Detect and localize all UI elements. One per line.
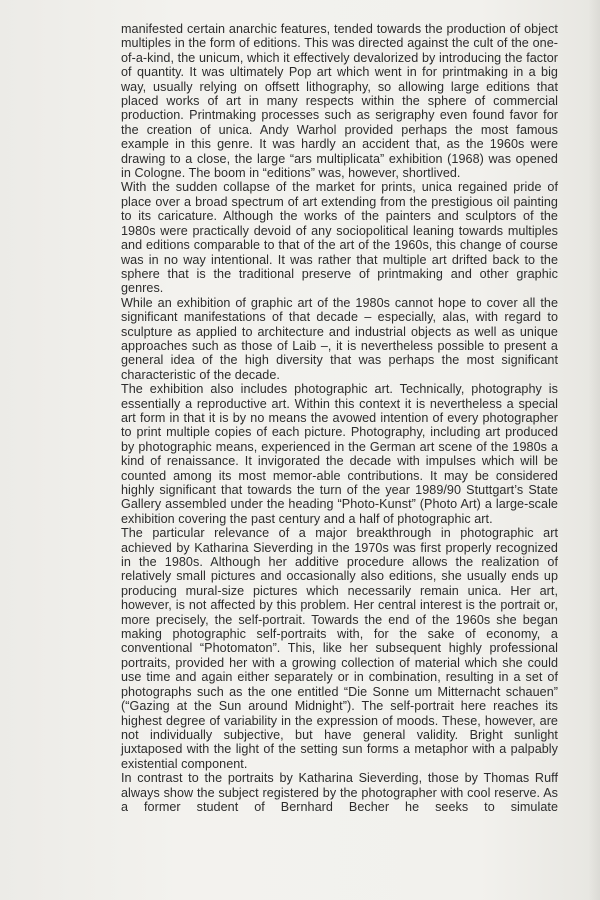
paragraph-katharina-sieverding: The particular relevance of a major breakthrough in photographic art achieved by Katharina Sieverding in the 1970s was first properly recognized in the 1980s. Although her additive procedure allows the realization of relatively small pictures and occasionally also editions, she usually ends up producing mural-size pictures which necessarily remain unica. Her art, however, is not affected by this problem. Her central interest is the portrait or, more precisely, the self-portrait. Towards the end of the 1960s she began making photographic self-portraits with, for the sake of economy, a conventional “Photomaton”. This, like her subsequent highly professional portraits, provided her with a growing collection of material which she could use time and again either separately or in combination, resulting in a set of photographs such as the one entitled “Die Sonne um Mitternacht schauen” (“Gazing at the Sun around Midnight”). The self-portrait here reaches its highest degree of variability in the expression of moods. These, however, are not individually subjective, but have general validity. Bright sunlight juxtaposed with the light of the setting sun forms a metaphor with a palpably existential component. bbox=[121, 526, 558, 771]
paragraph-photographic-art: The exhibition also includes photographic art. Technically, photography is essentially a reproductive art. Within this context it is nevertheless a special art form in that it is by no means the avowed intention of every photographer to print multiple copies of each picture. Photography, including art produced by photographic means, experienced in the German art scene of the 1980s a kind of renaissance. It invigorated the decade with impulses which will be counted among its most memor-able contributions. It may be considered highly significant that towards the turn of the year 1989/90 Stuttgart’s State Gallery assembled under the heading “Photo-Kunst” (Photo Art) a large-scale exhibition covering the past century and a half of photographic art. bbox=[121, 382, 558, 526]
paragraph-thomas-ruff: In contrast to the portraits by Katharina Sieverding, those by Thomas Ruff always show the subject registered by the photographer with cool reserve. As a former student of Bernhard Becher he seeks to simulate bbox=[121, 771, 558, 814]
body-text-column bbox=[121, 22, 558, 814]
paragraph-pop-art-editions: manifested certain anarchic features, tended towards the production of object multiples in the form of editions. This was directed against the cult of the one-of-a-kind, the unicum, which it effectively devalorized by introducing the factor of quantity. It was ultimately Pop art which went in for printmaking in a big way, usually relying on offsett lithography, so allowing large editions that placed works of art in many respects within the sphere of commercial production. Printmaking processes such as serigraphy even found favor for the creation of unica. Andy Warhol provided perhaps the most famous example in this genre. It was hardly an accident that, as the 1960s were drawing to a close, the large “ars multiplicata” exhibition (1968) was opened in Cologne. The boom in “editions” was, however, shortlived. bbox=[121, 22, 558, 181]
page-edge-shadow bbox=[588, 0, 600, 900]
paragraph-graphic-art-1980s: While an exhibition of graphic art of the 1980s cannot hope to cover all the significant manifestations of that decade – especially, alas, with regard to sculpture as applied to architecture and industrial objects as well as unique approaches such as those of Laib –, it is nevertheless possible to present a general idea of the high diversity that was perhaps the most significant characteristic of the decade. bbox=[121, 295, 558, 382]
paragraph-unica-return: With the sudden collapse of the market for prints, unica regained pride of place over a broad spectrum of art extending from the prestigious oil painting to its caricature. Although the works of the painters and sculptors of the 1980s were practically devoid of any sociopolitical leaning towards multiples and editions comparable to that of the art of the 1960s, this change of course was in no way intentional. It was rather that multiple art drifted back to the sphere that is the traditional preserve of printmaking and other graphic genres. bbox=[121, 180, 558, 296]
